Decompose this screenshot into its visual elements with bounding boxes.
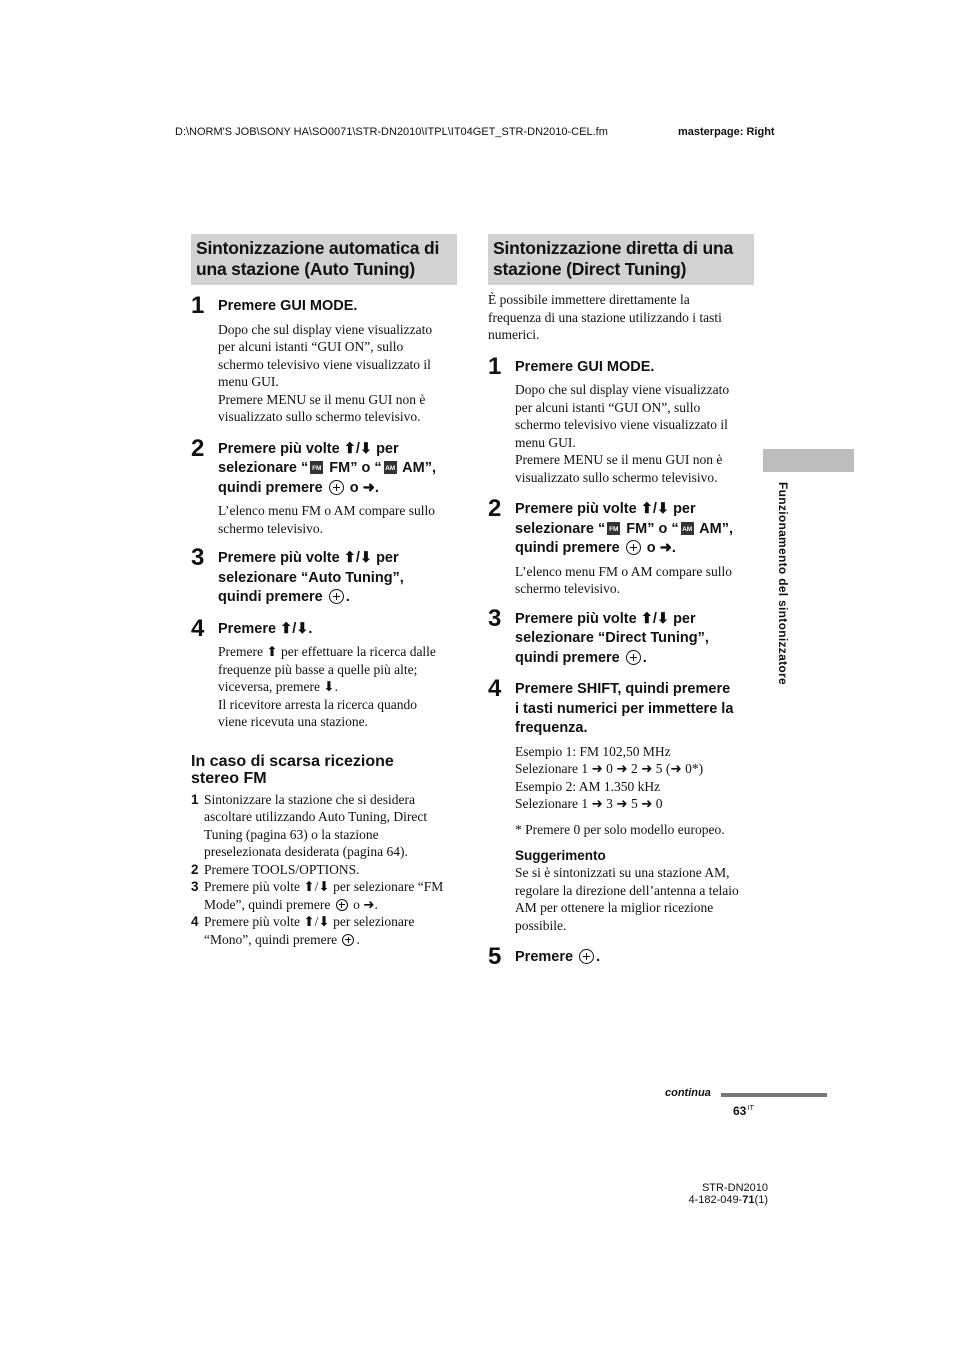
step-number: 1 xyxy=(191,292,205,319)
step-number: 2 xyxy=(191,434,205,462)
intro-paragraph xyxy=(488,291,754,344)
step-heading-line: frequenza. xyxy=(515,720,588,736)
body-line: Selezionare 1 ➜ 3 ➜ 5 ➜ 0 xyxy=(515,796,663,811)
list-text: . xyxy=(356,931,360,947)
step-heading xyxy=(515,358,754,378)
list-text: Mode”, quindi premere xyxy=(204,896,331,912)
title-line: Sintonizzazione diretta di una xyxy=(493,238,733,258)
step-body xyxy=(218,321,457,426)
step-3 xyxy=(488,604,754,669)
body-line: Dopo che sul display viene visualizzato xyxy=(218,321,433,337)
page-number xyxy=(733,1104,754,1118)
heading-text: o ➜. xyxy=(642,540,676,556)
am-band-icon: AM xyxy=(681,522,694,535)
step-heading-line xyxy=(515,539,754,559)
step-heading-line: Premere GUI MODE. xyxy=(218,298,358,314)
step-number: 4 xyxy=(488,675,502,702)
list-item xyxy=(191,878,457,913)
circle-plus-icon xyxy=(626,650,641,665)
circle-plus-icon xyxy=(342,934,354,946)
continua-label: continua xyxy=(665,1087,711,1099)
step-heading-line: Premere più volte ⬆/⬇ per xyxy=(218,550,399,566)
page-number-suffix: IT xyxy=(747,1105,754,1112)
step-body xyxy=(515,563,754,598)
title-line: stazione (Direct Tuning) xyxy=(493,259,687,279)
heading-text: quindi premere xyxy=(218,589,323,605)
footnote: * Premere 0 per solo modello europeo. xyxy=(515,821,725,837)
body-line: schermo televisivo viene visualizzato il xyxy=(515,417,728,432)
tip-line: Se si è sintonizzati su una stazione AM, xyxy=(515,865,730,880)
part-code-a: 4-182-049- xyxy=(688,1194,743,1206)
tip-heading: Suggerimento xyxy=(515,848,606,863)
subhead-line: In caso di scarsa ricezione xyxy=(191,752,394,770)
list-number: 3 xyxy=(191,879,199,894)
tip-line: regolare la direzione dell’antenna a telaio xyxy=(515,882,739,898)
step-2 xyxy=(191,434,457,538)
body-line: per alcuni istanti “GUI ON”, sullo xyxy=(515,399,701,415)
body-line: visualizzato sullo schermo televisivo. xyxy=(218,409,421,424)
list-line: Tuning (pagina 63) o la stazione xyxy=(204,826,379,842)
step-heading-line xyxy=(515,948,754,968)
circle-plus-icon xyxy=(329,589,344,604)
list-item xyxy=(191,913,457,948)
body-line: frequenze più basse a quelle più alte; xyxy=(218,661,418,677)
step-1 xyxy=(488,352,754,487)
body-line: schermo televisivo viene visualizzato il xyxy=(218,356,431,372)
heading-text: AM”, xyxy=(695,520,733,537)
section-title-auto-tuning xyxy=(191,234,457,285)
step-4 xyxy=(191,614,457,731)
step-body xyxy=(515,743,754,813)
continua-rule xyxy=(721,1093,827,1097)
step-2 xyxy=(488,495,754,598)
list-item xyxy=(191,791,457,861)
body-line: schermo televisivo. xyxy=(515,581,620,596)
numbered-list xyxy=(191,791,457,949)
part-code-b: 71 xyxy=(742,1194,755,1206)
step-number: 3 xyxy=(191,544,205,571)
step-heading xyxy=(515,610,754,669)
part-code xyxy=(687,1194,768,1206)
step-heading-line: Premere SHIFT, quindi premere xyxy=(515,681,731,697)
tip-line: possibile. xyxy=(515,917,567,933)
right-column xyxy=(488,234,754,968)
part-code-c: (1) xyxy=(754,1194,768,1206)
am-band-icon: AM xyxy=(384,461,397,474)
circle-plus-icon xyxy=(336,899,348,911)
body-line: visualizzato sullo schermo televisivo. xyxy=(515,469,718,485)
model-name: STR-DN2010 xyxy=(701,1182,768,1194)
body-line: per alcuni istanti “GUI ON”, sullo xyxy=(218,339,404,354)
circle-plus-icon xyxy=(626,540,641,555)
list-number: 1 xyxy=(191,791,199,807)
list-line: Premere più volte ⬆/⬇ per selezionare “FM xyxy=(204,879,444,894)
side-tab-bar xyxy=(763,449,854,472)
body-line: Esempio 2: AM 1.350 kHz xyxy=(515,778,661,794)
body-line: L’elenco menu FM o AM compare sullo xyxy=(515,563,732,579)
title-line: Sintonizzazione automatica di xyxy=(196,238,440,258)
body-line: Il ricevitore arresta la ricerca quando xyxy=(218,696,418,712)
step-heading-line xyxy=(515,520,754,540)
body-line: viene ricevuta una stazione. xyxy=(218,714,368,729)
list-line xyxy=(204,896,457,914)
step-5 xyxy=(488,943,754,970)
body-line: L’elenco menu FM o AM compare sullo xyxy=(218,503,435,518)
heading-text: quindi premere xyxy=(515,540,620,556)
page-number-value: 63 xyxy=(733,1104,747,1118)
title-line: una stazione (Auto Tuning) xyxy=(196,259,416,279)
footer-model-code xyxy=(687,1182,768,1206)
body-line: Dopo che sul display viene visualizzato xyxy=(515,382,730,397)
list-number: 2 xyxy=(191,861,199,877)
body-line: viceversa, premere ⬇. xyxy=(218,679,338,694)
step-body xyxy=(218,643,457,731)
body-line: Premere MENU se il menu GUI non è xyxy=(515,452,723,467)
step-heading xyxy=(515,948,754,968)
step-heading-line xyxy=(515,649,754,669)
step-heading-line: selezionare “Direct Tuning”, xyxy=(515,630,709,646)
tip-body xyxy=(515,864,754,934)
step-heading xyxy=(218,549,457,608)
step-heading xyxy=(515,500,754,559)
intro-line: È possibile immettere direttamente la xyxy=(488,292,690,307)
step-number: 1 xyxy=(488,352,502,380)
side-tab-label: Funzionamento del sintonizzatore xyxy=(776,482,790,685)
step-heading-line: Premere ⬆/⬇. xyxy=(218,620,313,637)
heading-text: FM” o “ xyxy=(622,520,679,537)
step-heading-line: Premere più volte ⬆/⬇ per xyxy=(515,610,696,627)
intro-line: frequenza di una stazione utilizzando i tasti xyxy=(488,309,722,325)
step-heading-line xyxy=(218,479,457,499)
list-line: Sintonizzare la stazione che si desidera xyxy=(204,791,416,807)
fm-band-icon: FM xyxy=(607,522,620,535)
tip-line: AM per ottenere la miglior ricezione xyxy=(515,900,714,915)
list-line: preselezionata desiderata (pagina 64). xyxy=(204,844,408,859)
left-column xyxy=(191,234,457,948)
fm-band-icon: FM xyxy=(310,461,323,474)
step-heading xyxy=(515,680,754,739)
list-number: 4 xyxy=(191,914,199,929)
heading-text: . xyxy=(596,949,601,965)
step-heading-line: selezionare “Auto Tuning”, xyxy=(218,569,404,586)
subhead-fm-stereo xyxy=(191,753,457,787)
step-heading xyxy=(218,297,457,317)
body-line: Premere MENU se il menu GUI non è xyxy=(218,391,426,407)
step-heading-line xyxy=(218,459,457,479)
list-line: Premere TOOLS/OPTIONS. xyxy=(204,861,360,877)
step-body xyxy=(218,502,457,537)
circle-plus-icon xyxy=(329,480,344,495)
heading-text: selezionare “ xyxy=(515,520,606,537)
list-line xyxy=(204,931,457,949)
step-heading-line: i tasti numerici per immettere la xyxy=(515,700,734,717)
step-heading xyxy=(218,440,457,499)
step-heading-line xyxy=(218,588,457,608)
step-heading-line: Premere più volte ⬆/⬇ per xyxy=(218,440,399,457)
step-number: 2 xyxy=(488,495,502,522)
body-line: menu GUI. xyxy=(515,434,576,450)
step-heading xyxy=(218,620,457,640)
step-4 xyxy=(488,675,754,934)
section-title-direct-tuning xyxy=(488,234,754,285)
heading-text: FM” o “ xyxy=(325,460,382,476)
heading-text: o ➜. xyxy=(345,479,379,496)
list-line: Premere più volte ⬆/⬇ per selezionare xyxy=(204,914,415,929)
list-item xyxy=(191,861,457,879)
step-number: 4 xyxy=(191,614,205,642)
subhead-line: stereo FM xyxy=(191,769,267,787)
circle-plus-icon xyxy=(579,949,594,964)
file-path: D:\NORM'S JOB\SONY HA\SO0071\STR-DN2010\ITPL\IT04GET_STR-DN2010-CEL.fm xyxy=(175,126,608,138)
step-heading-line: Premere GUI MODE. xyxy=(515,358,655,375)
body-line: Selezionare 1 ➜ 0 ➜ 2 ➜ 5 (➜ 0*) xyxy=(515,761,704,776)
step-number: 3 xyxy=(488,604,502,632)
heading-text: Premere xyxy=(515,949,574,965)
list-line: ascoltare utilizzando Auto Tuning, Direct xyxy=(204,809,428,824)
step-1 xyxy=(191,292,457,426)
heading-text: quindi premere xyxy=(515,649,620,666)
masterpage-label: masterpage: Right xyxy=(678,126,775,138)
step-heading-line: Premere più volte ⬆/⬇ per xyxy=(515,501,696,517)
heading-text: . xyxy=(345,589,350,605)
list-text: o ➜. xyxy=(349,896,378,912)
step-number: 5 xyxy=(488,943,502,970)
list-text: “Mono”, quindi premere xyxy=(204,931,338,947)
intro-line: numerici. xyxy=(488,327,540,342)
body-line: menu GUI. xyxy=(218,374,279,389)
step-3 xyxy=(191,544,457,608)
heading-text: AM”, xyxy=(398,460,436,476)
step-body xyxy=(515,381,754,486)
heading-text: . xyxy=(642,649,647,666)
heading-text: quindi premere xyxy=(218,479,323,496)
body-line: Premere ⬆ per effettuare la ricerca dalle xyxy=(218,644,436,659)
heading-text: selezionare “ xyxy=(218,460,309,476)
body-line: Esempio 1: FM 102,50 MHz xyxy=(515,743,671,759)
body-line: schermo televisivo. xyxy=(218,520,323,536)
